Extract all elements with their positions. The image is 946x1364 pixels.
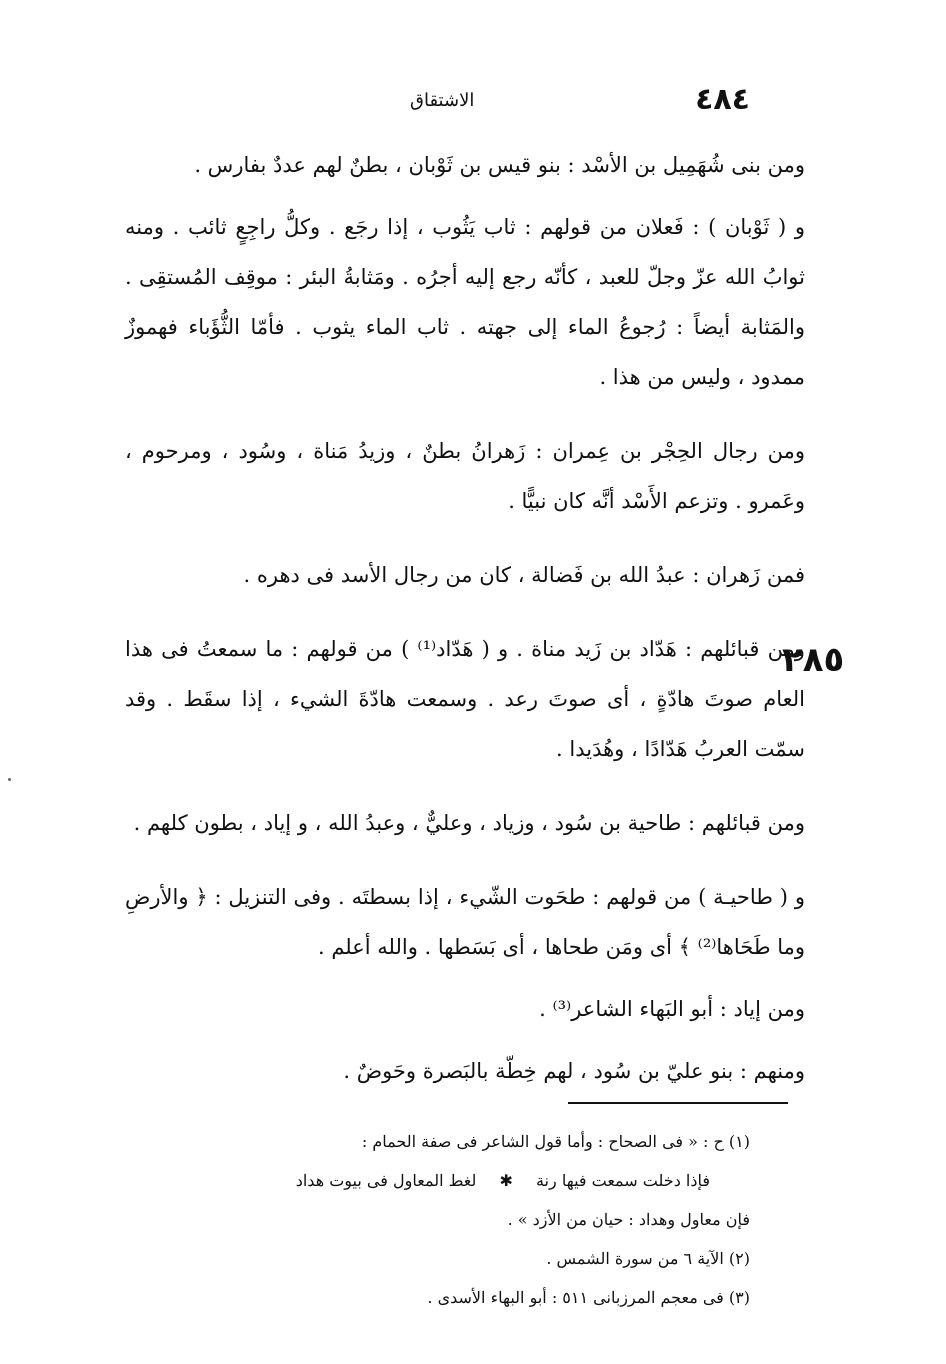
footnote-verse — [230, 1161, 750, 1200]
verse-first-hemistich: فإذا دخلت سمعت فيها رنة — [535, 1171, 710, 1190]
main-text — [125, 140, 805, 1120]
page-header — [110, 82, 750, 122]
paragraph: ومن قبائلهم : طاحية بن سُود ، وزياد ، وعليٌّ ، وعبدُ الله ، و إياد ، بطون كلهم . — [133, 811, 805, 835]
paragraph: ومن رجال الحِجْر بن عِمران : زَهرانُ بطنٌ ، وزيدُ مَناة ، وسُود ، ومرحوم ، وعَمرو . وتزعم الأَسْد أنَّه كان نبيًّا . — [125, 439, 805, 513]
asterisk-separator: ✱ — [499, 1171, 513, 1190]
margin-section-number: ٢٨٥ — [782, 640, 845, 680]
paragraph: و ( ثَوْبان ) : فَعلان من قولهم : ثاب يَثُوب ، إذا رجَع . وكلُّ راجِعٍ ثائب . ومنه ثوابُ الله عزّ وجلّ للعبد ، كأنّه رجع إليه أجرُه . ومَثابةُ البئر : موقِف المُستقِى . والمَثابة أيضاً : رُجوعُ الماء إلى جهته . ثاب الماء يثوب . فأمّا الثُّؤَباء فهموزٌ ممدود ، وليس من هذا . — [125, 215, 805, 389]
footnote-1: (١) ح : « فى الصحاح : وأما قول الشاعر فى صفة الحمام : — [361, 1132, 750, 1151]
scan-speck — [8, 778, 11, 781]
paragraph: ومن بنى شُهَمِيل بن الأسْد : بنو قيس بن ثَوْبان ، بطنٌ لهم عددٌ بفارس . — [194, 153, 805, 177]
footnote-1-end: فإن معاول وهداد : حيان من الأزد » . — [507, 1210, 750, 1229]
footnotes — [230, 1122, 750, 1317]
paragraph: و ( طاحيـة ) من قولهم : طحَوت الشّيء ، إذا بسطتَه . وفى التنزيل : ﴿ والأرضِ وما طَحَاها⁽²⁾ ﴾ أى ومَن طحاها ، أى بَسَطها . والله أعلم . — [125, 885, 805, 959]
paragraph: فمن زَهران : عبدُ الله بن فَضالة ، كان من رجال الأسد فى دهره . — [243, 563, 805, 587]
paragraph: ومن قبائلهم : هَدّاد بن زَيد مناة . و ( هَدّاد⁽¹⁾ ) من قولهم : ما سمعتُ فى هذا العام صوتَ هادّةٍ ، أى صوتَ رعد . وسمعت هادّةَ الشيء ، إذا سقَط . وقد سمّت العربُ هَدّادًا ، وهُدَيدا . — [125, 637, 805, 761]
verse-second-hemistich: لغط المعاول فى بيوت هداد — [295, 1171, 477, 1190]
footnote-2: (٢) الآية ٦ من سورة الشمس . — [546, 1249, 750, 1268]
paragraph: ومنهم : بنو عليّ بن سُود ، لهم خِطّة بالبَصرة وحَوضٌ . — [343, 1059, 805, 1083]
running-title: الاشتقاق — [410, 90, 475, 111]
footnote-3: (٣) فى معجم المرزبانى ٥١١ : أبو البهاء الأسدى . — [427, 1288, 750, 1307]
page-number: ٤٨٤ — [695, 82, 750, 117]
paragraph: ومن إياد : أبو البَهاء الشاعر⁽³⁾ . — [539, 997, 805, 1021]
footnote-divider — [568, 1102, 788, 1104]
